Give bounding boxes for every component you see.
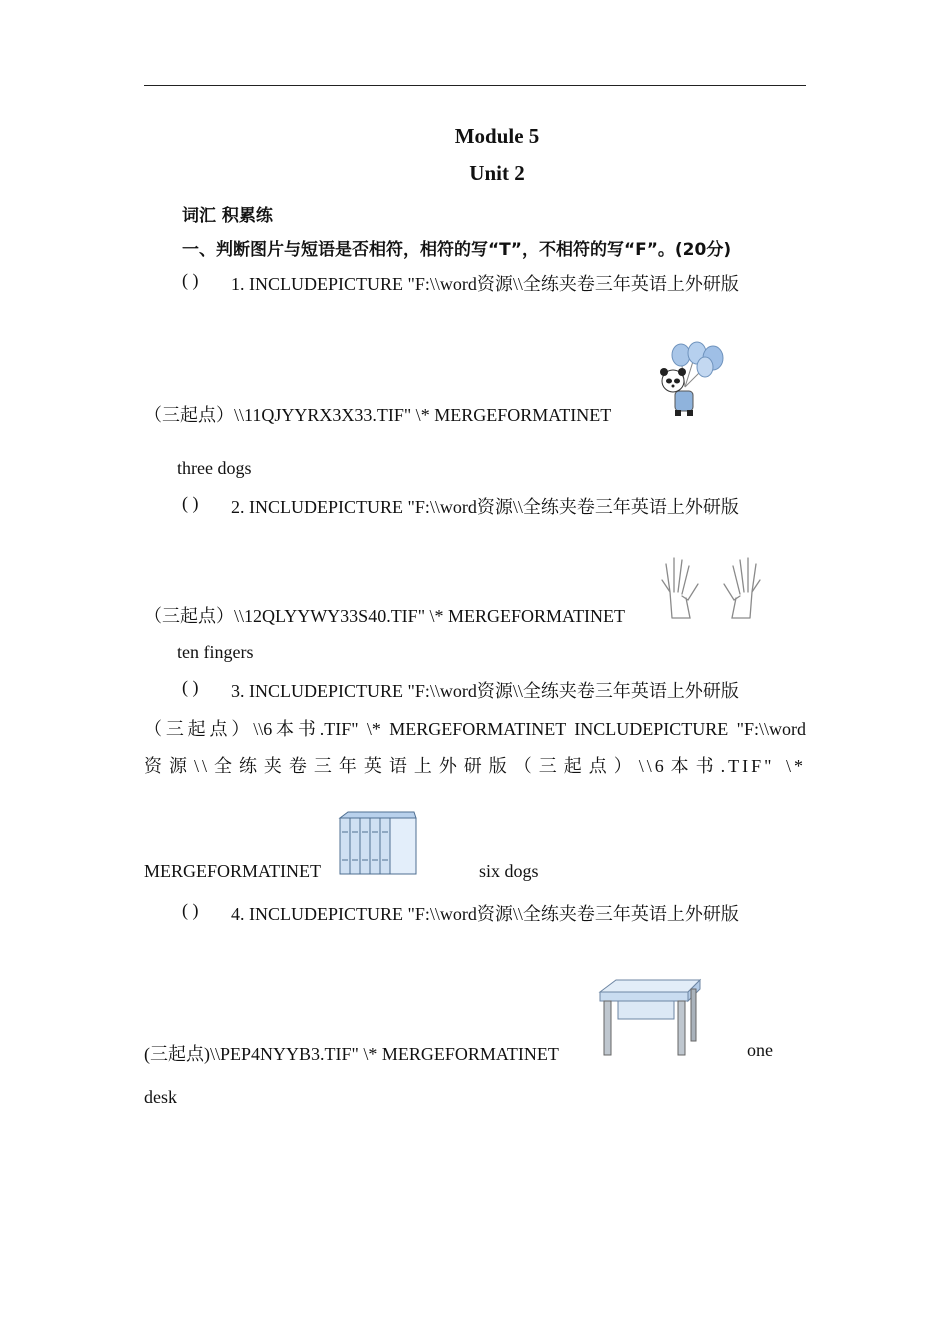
desk-image <box>598 978 702 1058</box>
item-4-phrase-part2: desk <box>144 1087 177 1107</box>
item-1-phrase: three dogs <box>177 458 252 478</box>
panda-balloons-image <box>655 341 729 419</box>
section-heading: 词汇 积累练 <box>182 206 273 226</box>
hands-image <box>658 552 764 622</box>
item-4-line2: (三起点)\\PEP4NYYB3.TIF" \* MERGEFORMATINET <box>144 1044 559 1064</box>
item-3-bracket: ( ) <box>182 677 199 697</box>
module-title: Module 5 <box>454 124 540 148</box>
item-4-phrase-part1: one <box>747 1040 773 1060</box>
header-rule <box>144 85 806 86</box>
unit-title: Unit 2 <box>469 161 525 185</box>
instruction: 一、判断图片与短语是否相符，相符的写“T”，不相符的写“F”。(20分) <box>182 240 732 260</box>
books-image <box>338 810 420 878</box>
item-3-line4: MERGEFORMATINET <box>144 861 322 881</box>
item-1-bracket: ( ) <box>182 270 199 290</box>
item-3-line1: 3. INCLUDEPICTURE "F:\\word资源\\全练夹卷三年英语上外研版 <box>231 681 739 701</box>
item-3-line3: 资源\\全练夹卷三年英语上外研版（三起点）\\6本书.TIF" \* <box>144 756 806 776</box>
item-2-bracket: ( ) <box>182 493 199 513</box>
item-3-line2: （三起点）\\6本书.TIF" \* MERGEFORMATINET INCLUDEPICTURE "F:\\word <box>144 719 806 739</box>
item-3-phrase: six dogs <box>479 861 539 881</box>
item-1-line1: 1. INCLUDEPICTURE "F:\\word资源\\全练夹卷三年英语上外研版 <box>231 274 739 294</box>
item-4-bracket: ( ) <box>182 900 199 920</box>
item-4-line1: 4. INCLUDEPICTURE "F:\\word资源\\全练夹卷三年英语上外研版 <box>231 904 739 924</box>
item-1-line2: （三起点）\\11QJYYRX3X33.TIF" \* MERGEFORMATINET <box>144 405 612 425</box>
item-2-line1: 2. INCLUDEPICTURE "F:\\word资源\\全练夹卷三年英语上外研版 <box>231 497 739 517</box>
item-2-line2: （三起点）\\12QLYYWY33S40.TIF" \* MERGEFORMATINET <box>144 606 626 626</box>
item-2-phrase: ten fingers <box>177 642 254 662</box>
